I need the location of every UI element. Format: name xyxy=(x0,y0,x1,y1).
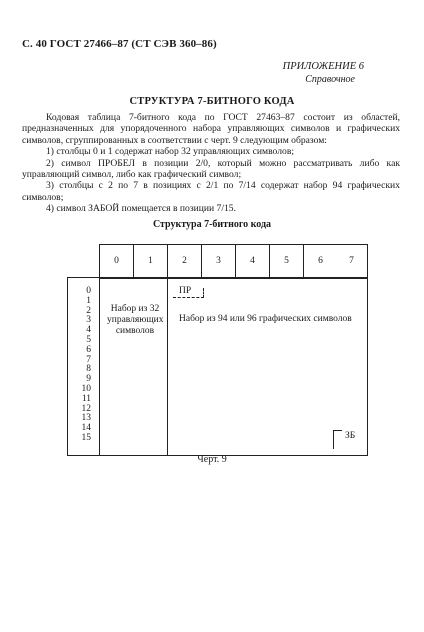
column-number: 0 xyxy=(114,256,119,266)
row-number: 7 xyxy=(86,354,91,365)
row-number: 1 xyxy=(86,295,91,306)
figure-label: Черт. 9 xyxy=(197,454,227,465)
column-number: 6 xyxy=(318,256,323,266)
graphic-set-label: Набор из 94 или 96 графических символов xyxy=(179,314,352,324)
appendix-subtitle: Справочное xyxy=(305,74,355,85)
column-number: 4 xyxy=(250,256,255,266)
table-caption: Структура 7-битного кода xyxy=(152,219,272,230)
page-header: С. 40 ГОСТ 27466–87 (СТ СЭВ 360–86) xyxy=(22,38,217,50)
row-number: 4 xyxy=(86,325,91,336)
row-number: 5 xyxy=(86,334,91,345)
paragraph-item-1: 1) столбцы 0 и 1 содержат набор 32 управляющих символов; xyxy=(46,146,295,158)
control-graphic-divider xyxy=(167,277,168,455)
appendix-title: ПРИЛОЖЕНИЕ 6 xyxy=(282,61,364,72)
control-set-label: Набор из 32 управляющих символов xyxy=(107,304,164,336)
row-number: 13 xyxy=(81,413,91,424)
delete-mark: ЗБ xyxy=(345,431,356,441)
row-number: 10 xyxy=(81,383,91,394)
column-number: 5 xyxy=(284,256,289,266)
document-title: СТРУКТУРА 7-БИТНОГО КОДА xyxy=(129,96,295,107)
body-text xyxy=(22,112,400,215)
code-table xyxy=(67,244,368,456)
delete-mark-bracket xyxy=(333,430,342,449)
paragraph-item-2: 2) символ ПРОБЕЛ в позиции 2/0, который можно рассматривать либо как управляющий символ, либо как графический символ; xyxy=(22,157,400,181)
column-number: 2 xyxy=(182,256,187,266)
row-number: 3 xyxy=(86,315,91,326)
column-number: 3 xyxy=(216,256,221,266)
row-number: 0 xyxy=(86,286,91,296)
row-number: 14 xyxy=(81,423,91,434)
row-number: 15 xyxy=(81,432,91,443)
column-number: 7 xyxy=(349,256,354,266)
paragraph-item-4: 4) символ ЗАБОЙ помещается в позиции 7/15. xyxy=(46,203,237,215)
row-number: 8 xyxy=(86,364,91,375)
paragraph-item-3: 3) столбцы с 2 по 7 в позициях с 2/1 по 7/14 содержат набор 94 графических символов; xyxy=(22,180,400,203)
row-number: 9 xyxy=(86,374,91,385)
space-mark: ПР xyxy=(179,286,192,296)
paragraph-intro: Кодовая таблица 7-битного кода по ГОСТ 27463–87 состоит из областей, предназначенных для упорядоченного набора управляющих символов и графических символов, сгруппированных в соответствии с черт. 9 следующим образом: xyxy=(22,112,400,146)
row-number: 6 xyxy=(86,344,91,355)
row-number: 2 xyxy=(86,305,91,316)
row-numbers xyxy=(69,287,91,444)
row-header-divider xyxy=(99,277,100,455)
space-mark-bracket xyxy=(173,288,204,298)
row-number: 12 xyxy=(81,403,91,414)
column-number: 1 xyxy=(148,256,153,266)
row-number: 11 xyxy=(81,393,91,404)
